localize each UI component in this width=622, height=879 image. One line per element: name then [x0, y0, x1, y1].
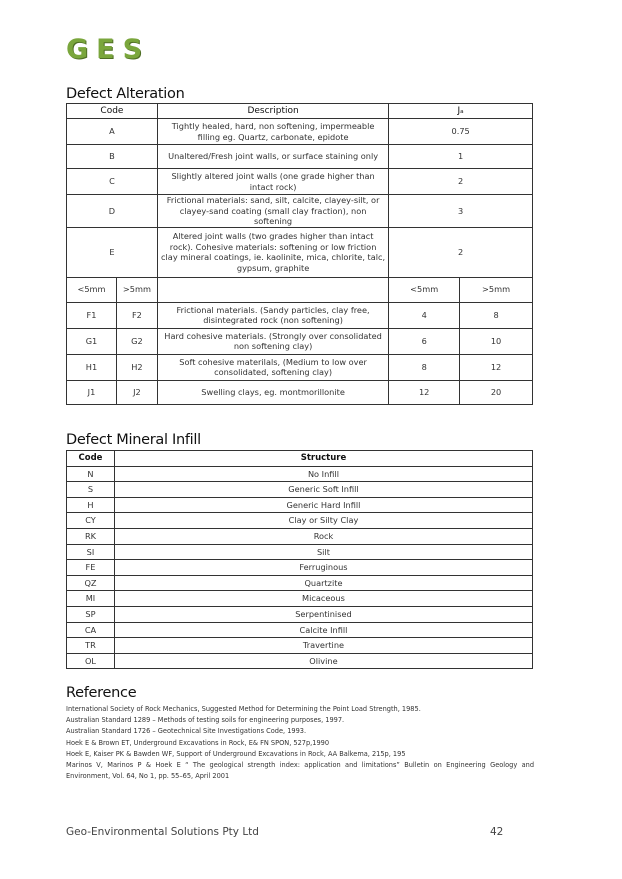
reference-list — [66, 704, 534, 782]
table-row — [67, 466, 533, 482]
table-row — [67, 354, 533, 380]
code-cell: MI — [67, 591, 115, 607]
subheader-gt5mm: >5mm — [116, 277, 157, 302]
table-row — [67, 328, 533, 354]
ja-gt5-cell: 8 — [460, 302, 533, 328]
code-cell: QZ — [67, 575, 115, 591]
reference-title: Reference — [66, 685, 137, 701]
structure-cell: Olivine — [114, 653, 532, 669]
code-lt5-cell: F1 — [67, 302, 117, 328]
defect-alteration-table — [66, 103, 533, 405]
code-gt5-cell: G2 — [116, 328, 157, 354]
structure-cell: Generic Soft Infill — [114, 482, 532, 498]
subheader-lt5mm: <5mm — [67, 277, 117, 302]
structure-cell: Ferruginous — [114, 560, 532, 576]
table-row — [67, 591, 533, 607]
ja-gt5-cell: 10 — [460, 328, 533, 354]
code-cell: H — [67, 497, 115, 513]
header-code: Code — [67, 104, 158, 119]
ja-lt5-cell: 4 — [389, 302, 460, 328]
table-row — [67, 497, 533, 513]
reference-item: International Society of Rock Mechanics, Suggested Method for Determining the Point Load Strength, 1985. — [66, 705, 421, 713]
ja-cell: 2 — [389, 169, 533, 195]
code-cell: CY — [67, 513, 115, 529]
defect-mineral-infill-title: Defect Mineral Infill — [66, 432, 201, 448]
code-lt5-cell: J1 — [67, 380, 117, 404]
table-row — [67, 482, 533, 498]
structure-cell: Silt — [114, 544, 532, 560]
subheader-blank — [157, 277, 388, 302]
reference-item: Australian Standard 1289 – Methods of testing soils for engineering purposes, 1997. — [66, 716, 345, 725]
code-gt5-cell: H2 — [116, 354, 157, 380]
table-row — [67, 560, 533, 576]
table-row — [67, 169, 533, 195]
structure-cell: Serpentinised — [114, 606, 532, 622]
table-row — [67, 528, 533, 544]
table-row — [67, 606, 533, 622]
code-cell: A — [67, 119, 158, 145]
structure-cell: Clay or Silty Clay — [114, 513, 532, 529]
code-cell: OL — [67, 653, 115, 669]
code-cell: TR — [67, 638, 115, 654]
description-cell: Frictional materials. (Sandy particles, clay free, disintegrated rock (non softening) — [157, 302, 388, 328]
ja-lt5-cell: 6 — [389, 328, 460, 354]
logo-text: GES — [66, 34, 151, 65]
code-cell: FE — [67, 560, 115, 576]
description-cell: Altered joint walls (two grades higher than intact rock). Cohesive materials: softening or low friction clay mineral coatings, ie. kaolinite, mica, chlorite, talc, gypsum, graphite — [157, 227, 388, 277]
subheader-ja-lt5mm: <5mm — [389, 277, 460, 302]
header-description: Description — [157, 104, 388, 119]
code-lt5-cell: H1 — [67, 354, 117, 380]
ja-gt5-cell: 12 — [460, 354, 533, 380]
code-cell: D — [67, 195, 158, 228]
description-cell: Unaltered/Fresh joint walls, or surface staining only — [157, 145, 388, 169]
code-cell: N — [67, 466, 115, 482]
ges-logo — [66, 36, 176, 64]
defect-mineral-infill-table — [66, 450, 533, 669]
table-row — [67, 380, 533, 404]
ja-cell: 2 — [389, 227, 533, 277]
code-gt5-cell: F2 — [116, 302, 157, 328]
code-cell: SP — [67, 606, 115, 622]
table-row — [67, 119, 533, 145]
header-ja: Jₐ — [389, 104, 533, 119]
description-cell: Hard cohesive materials. (Strongly over consolidated non softening clay) — [157, 328, 388, 354]
page-number: 42 — [490, 826, 504, 838]
description-cell: Tightly healed, hard, non softening, impermeable filling eg. Quartz, carbonate, epidote — [157, 119, 388, 145]
ja-cell: 0.75 — [389, 119, 533, 145]
ja-gt5-cell: 20 — [460, 380, 533, 404]
code-cell: C — [67, 169, 158, 195]
defect-alteration-title: Defect Alteration — [66, 86, 185, 102]
code-lt5-cell: G1 — [67, 328, 117, 354]
description-cell: Soft cohesive materilals, (Medium to low over consolidated, softening clay) — [157, 354, 388, 380]
thickness-subheader-row — [67, 277, 533, 302]
footer-company: Geo-Environmental Solutions Pty Ltd — [66, 826, 259, 838]
code-cell: RK — [67, 528, 115, 544]
subheader-ja-gt5mm: >5mm — [460, 277, 533, 302]
code-cell: E — [67, 227, 158, 277]
structure-cell: No Infill — [114, 466, 532, 482]
code-cell: CA — [67, 622, 115, 638]
description-cell: Swelling clays, eg. montmorillonite — [157, 380, 388, 404]
ja-cell: 3 — [389, 195, 533, 228]
table-header-row — [67, 104, 533, 119]
code-cell: B — [67, 145, 158, 169]
table-row — [67, 145, 533, 169]
table-row — [67, 513, 533, 529]
structure-cell: Travertine — [114, 638, 532, 654]
structure-cell: Calcite Infill — [114, 622, 532, 638]
ja-lt5-cell: 8 — [389, 354, 460, 380]
table-row — [67, 575, 533, 591]
code-gt5-cell: J2 — [116, 380, 157, 404]
structure-cell: Quartzite — [114, 575, 532, 591]
table-row — [67, 302, 533, 328]
table-row — [67, 653, 533, 669]
description-cell: Frictional materials: sand, silt, calcite, clayey-silt, or clayey-sand coating (small clay fraction), non softening — [157, 195, 388, 228]
header-code: Code — [67, 451, 115, 467]
reference-item: Australian Standard 1726 – Geotechnical Site Investigations Code, 1993. — [66, 727, 307, 736]
structure-cell: Generic Hard Infill — [114, 497, 532, 513]
table-row — [67, 638, 533, 654]
structure-cell: Rock — [114, 528, 532, 544]
ja-cell: 1 — [389, 145, 533, 169]
code-cell: S — [67, 482, 115, 498]
reference-item: Marinos V, Marinos P & Hoek E “ The geological strength index: application and limitations” Bulletin on Engineering Geology and Environment, Vol. 64, No 1, pp. 55–65, April 2001 — [66, 761, 534, 781]
code-cell: SI — [67, 544, 115, 560]
reference-item: Hoek E & Brown ET, Underground Excavations in Rock, E& FN SPON, 527p,1990 — [66, 738, 330, 747]
reference-item: Hoek E, Kaiser PK & Bawden WF, Support of Underground Excavations in Rock, AA Balkema, 215p, 195 — [66, 749, 406, 758]
header-structure: Structure — [114, 451, 532, 467]
table-header-row — [67, 451, 533, 467]
table-row — [67, 544, 533, 560]
ja-lt5-cell: 12 — [389, 380, 460, 404]
table-row — [67, 195, 533, 228]
table-row — [67, 227, 533, 277]
description-cell: Slightly altered joint walls (one grade higher than intact rock) — [157, 169, 388, 195]
table-row — [67, 622, 533, 638]
structure-cell: Micaceous — [114, 591, 532, 607]
